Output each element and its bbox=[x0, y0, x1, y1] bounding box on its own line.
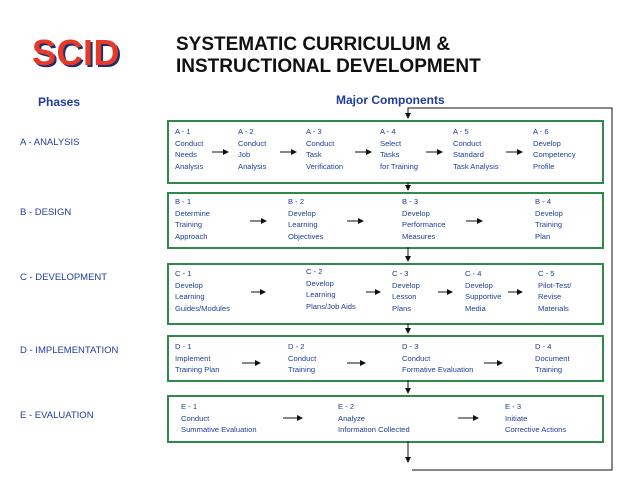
component-text: Document bbox=[535, 353, 570, 363]
component-text: Learning bbox=[288, 220, 318, 229]
component-e1 bbox=[181, 401, 257, 436]
component-text: Develop bbox=[392, 280, 420, 290]
component-text: Revise bbox=[538, 292, 562, 301]
component-a3 bbox=[306, 126, 343, 172]
component-e2 bbox=[338, 401, 410, 436]
component-b2 bbox=[288, 196, 323, 242]
component-text: Materials bbox=[538, 303, 569, 313]
component-text: Develop bbox=[288, 208, 316, 218]
component-text: Profile bbox=[533, 161, 555, 171]
component-a1 bbox=[175, 126, 203, 172]
component-text: Training bbox=[535, 220, 563, 229]
component-text: Select bbox=[380, 138, 402, 148]
component-b1 bbox=[175, 196, 210, 242]
component-text: Summative Evaluation bbox=[181, 425, 257, 434]
component-text: for Training bbox=[380, 161, 418, 171]
component-id: B - 4 bbox=[535, 197, 552, 206]
component-id: C - 5 bbox=[538, 269, 555, 278]
component-text: Corrective Actions bbox=[505, 425, 567, 434]
phase-label-design: B - DESIGN bbox=[20, 207, 72, 218]
component-text: Analysis bbox=[238, 161, 267, 171]
component-text: Analyze bbox=[338, 413, 366, 423]
component-text: Develop bbox=[465, 280, 493, 290]
phase-label-implementation: D - IMPLEMENTATION bbox=[20, 345, 119, 356]
component-d3 bbox=[402, 341, 473, 376]
component-text: Implement bbox=[175, 353, 211, 363]
component-a6 bbox=[533, 126, 576, 172]
component-text: Tasks bbox=[380, 150, 400, 159]
phases-heading: Phases bbox=[38, 95, 81, 109]
scid-logo: SCID bbox=[32, 32, 121, 73]
title-line-2: INSTRUCTIONAL DEVELOPMENT bbox=[176, 56, 481, 77]
component-text: Initiate bbox=[505, 413, 528, 423]
component-c5 bbox=[538, 268, 571, 314]
phase-label-development: C - DEVELOPMENT bbox=[20, 272, 108, 283]
component-id: C - 4 bbox=[465, 269, 482, 278]
component-text: Determine bbox=[175, 208, 211, 218]
component-text: Training bbox=[288, 365, 316, 374]
component-text: Develop bbox=[402, 208, 430, 218]
component-text: Standard bbox=[453, 150, 484, 159]
component-text: Media bbox=[465, 303, 486, 313]
component-text: Training bbox=[535, 365, 563, 374]
component-text: Objectives bbox=[288, 231, 324, 241]
component-text: Information Collected bbox=[338, 425, 410, 434]
component-id: A - 2 bbox=[238, 127, 254, 136]
component-id: C - 2 bbox=[306, 267, 323, 276]
phase-label-evaluation: E - EVALUATION bbox=[20, 410, 94, 421]
component-id: D - 1 bbox=[175, 342, 192, 351]
component-text: Analysis bbox=[175, 161, 204, 171]
component-b3 bbox=[402, 196, 445, 242]
component-id: E - 2 bbox=[338, 402, 355, 411]
component-text: Conduct bbox=[288, 353, 317, 363]
component-id: B - 1 bbox=[175, 197, 192, 206]
component-text: Formative Evaluation bbox=[402, 365, 474, 374]
component-text: Conduct bbox=[238, 138, 267, 148]
component-text: Measures bbox=[402, 231, 436, 241]
component-text: Plans/Job Aids bbox=[306, 301, 356, 311]
component-id: A - 3 bbox=[306, 127, 322, 136]
component-d4 bbox=[535, 341, 570, 376]
component-text: Supportive bbox=[465, 292, 502, 301]
component-id: A - 1 bbox=[175, 127, 191, 136]
component-text: Lesson bbox=[392, 292, 417, 301]
component-text: Conduct bbox=[402, 353, 431, 363]
component-text: Performance bbox=[402, 220, 446, 229]
component-text: Needs bbox=[175, 150, 197, 159]
component-text: Learning bbox=[175, 292, 205, 301]
component-text: Competency bbox=[533, 150, 576, 159]
component-text: Develop bbox=[175, 280, 203, 290]
component-a5 bbox=[453, 126, 499, 172]
component-id: C - 1 bbox=[175, 269, 192, 278]
component-text: Task bbox=[306, 150, 322, 159]
component-text: Conduct bbox=[181, 413, 210, 423]
component-id: D - 4 bbox=[535, 342, 552, 351]
component-id: D - 3 bbox=[402, 342, 419, 351]
component-id: A - 4 bbox=[380, 127, 396, 136]
component-text: Plans bbox=[392, 303, 411, 313]
component-text: Training bbox=[175, 220, 203, 229]
component-text: Conduct bbox=[175, 138, 204, 148]
component-text: Learning bbox=[306, 290, 336, 299]
component-text: Conduct bbox=[453, 138, 482, 148]
component-id: B - 3 bbox=[402, 197, 419, 206]
component-b4 bbox=[535, 196, 563, 242]
component-c2 bbox=[306, 266, 356, 312]
component-d2 bbox=[288, 341, 316, 376]
component-c1 bbox=[175, 268, 230, 314]
component-text: Develop bbox=[535, 208, 563, 218]
component-text: Task Analysis bbox=[453, 161, 499, 171]
component-a2 bbox=[238, 126, 266, 172]
component-id: A - 5 bbox=[453, 127, 469, 136]
component-text: Conduct bbox=[306, 138, 335, 148]
component-id: A - 6 bbox=[533, 127, 549, 136]
component-e3 bbox=[505, 401, 566, 436]
component-text: Approach bbox=[175, 231, 208, 241]
component-c3 bbox=[392, 268, 420, 314]
component-id: E - 1 bbox=[181, 402, 198, 411]
component-text: Plan bbox=[535, 231, 551, 241]
component-id: C - 3 bbox=[392, 269, 409, 278]
component-id: B - 2 bbox=[288, 197, 305, 206]
component-text: Job bbox=[238, 150, 251, 159]
component-id: D - 2 bbox=[288, 342, 305, 351]
major-components-heading: Major Components bbox=[336, 93, 445, 107]
title-line-1: SYSTEMATIC CURRICULUM & bbox=[176, 34, 451, 55]
component-text: Develop bbox=[306, 278, 334, 288]
component-d1 bbox=[175, 341, 219, 376]
component-c4 bbox=[465, 268, 501, 314]
component-text: Verification bbox=[306, 161, 344, 171]
component-text: Pilot-Test/ bbox=[538, 280, 572, 290]
component-text: Develop bbox=[533, 138, 561, 148]
component-text: Guides/Modules bbox=[175, 303, 230, 313]
component-id: E - 3 bbox=[505, 402, 522, 411]
phase-label-analysis: A - ANALYSIS bbox=[20, 137, 80, 148]
component-a4 bbox=[380, 126, 418, 172]
component-text: Training Plan bbox=[175, 365, 220, 374]
